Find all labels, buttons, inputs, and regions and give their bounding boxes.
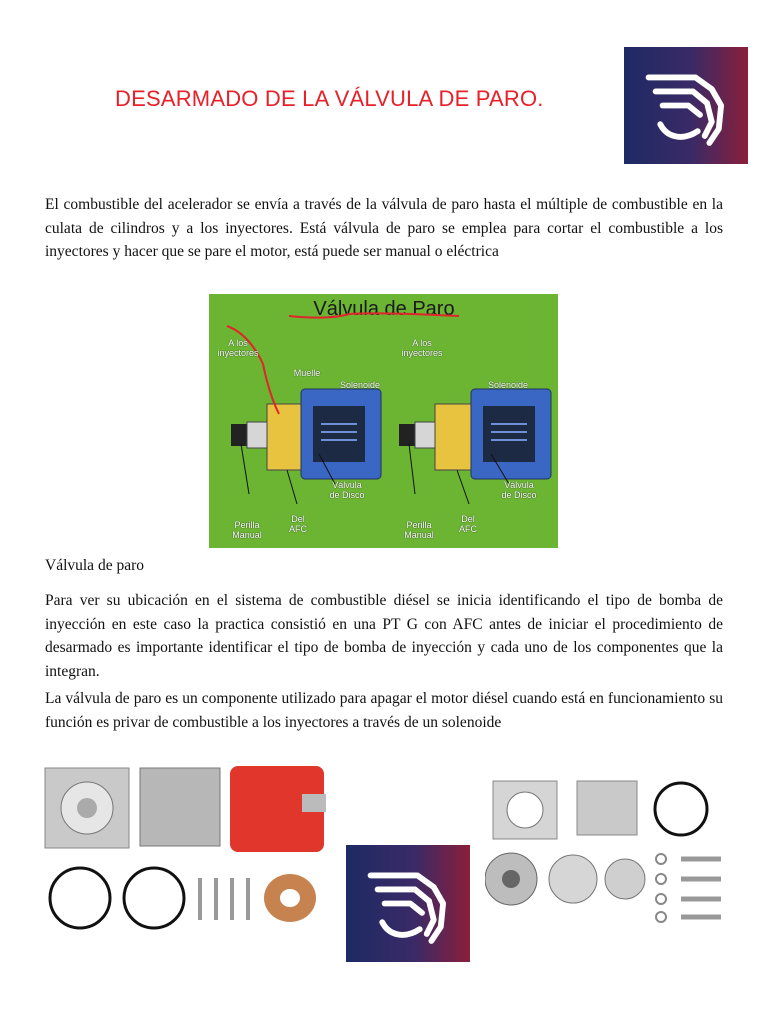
diagram-caption: Válvula de Paro — [313, 298, 455, 320]
parts-photo-left — [40, 760, 335, 930]
label-left-solenoid: Solenoide — [339, 380, 381, 390]
label-right-manual-knob: Perilla Manual — [404, 520, 434, 540]
function-paragraph: La válvula de paro es un componente utilizado para apagar el motor diésel cuando está en funcionamiento su función es privar de combustible a los inyectores a través de un solenoide — [45, 690, 723, 731]
horse-head-logo-icon-bottom — [346, 845, 470, 962]
disassembled-parts-left — [40, 760, 335, 930]
label-left-afc: Del AFC — [289, 514, 307, 534]
label-left-injectors: A los inyectores — [217, 338, 259, 358]
disassembled-parts-right — [485, 775, 725, 925]
brand-logo-bottom — [346, 845, 470, 962]
label-right-disc-valve: Válvula de Disco — [501, 480, 537, 500]
horse-head-logo-icon — [624, 47, 748, 164]
label-left-manual-knob: Perilla Manual — [232, 520, 262, 540]
location-paragraph: Para ver su ubicación en el sistema de combustible diésel se inicia identificando el tipo de bomba de inyección en este caso la practica consistió en una PT G con AFC antes de iniciar el procedimiento de desarmado es importante identificar el tipo de bomba de inyección y cada uno de los componentes que la integran. — [45, 592, 723, 680]
intro-paragraph: El combustible del acelerador se envía a través de la válvula de paro hasta el múltiple de combustible en la culata de cilindros y a los inyectores. Está válvula de paro se emplea para cortar el combustible a los inyectores y hacer que se pare el motor, está puede ser manual o eléctrica — [45, 196, 723, 260]
label-left-disc-valve: Válvula de Disco — [329, 480, 365, 500]
valve-diagram — [209, 294, 558, 548]
brand-logo — [624, 47, 748, 164]
page-title: DESARMADO DE LA VÁLVULA DE PARO. — [115, 86, 544, 111]
parts-photo-right — [485, 775, 725, 925]
valve-cutaway-drawing — [209, 294, 558, 548]
label-right-injectors: A los inyectores — [401, 338, 443, 358]
label-left-spring: Muelle — [293, 368, 321, 378]
label-right-solenoid: Solenoide — [487, 380, 529, 390]
label-right-afc: Del AFC — [459, 514, 477, 534]
section-subheading: Válvula de paro — [45, 557, 144, 574]
